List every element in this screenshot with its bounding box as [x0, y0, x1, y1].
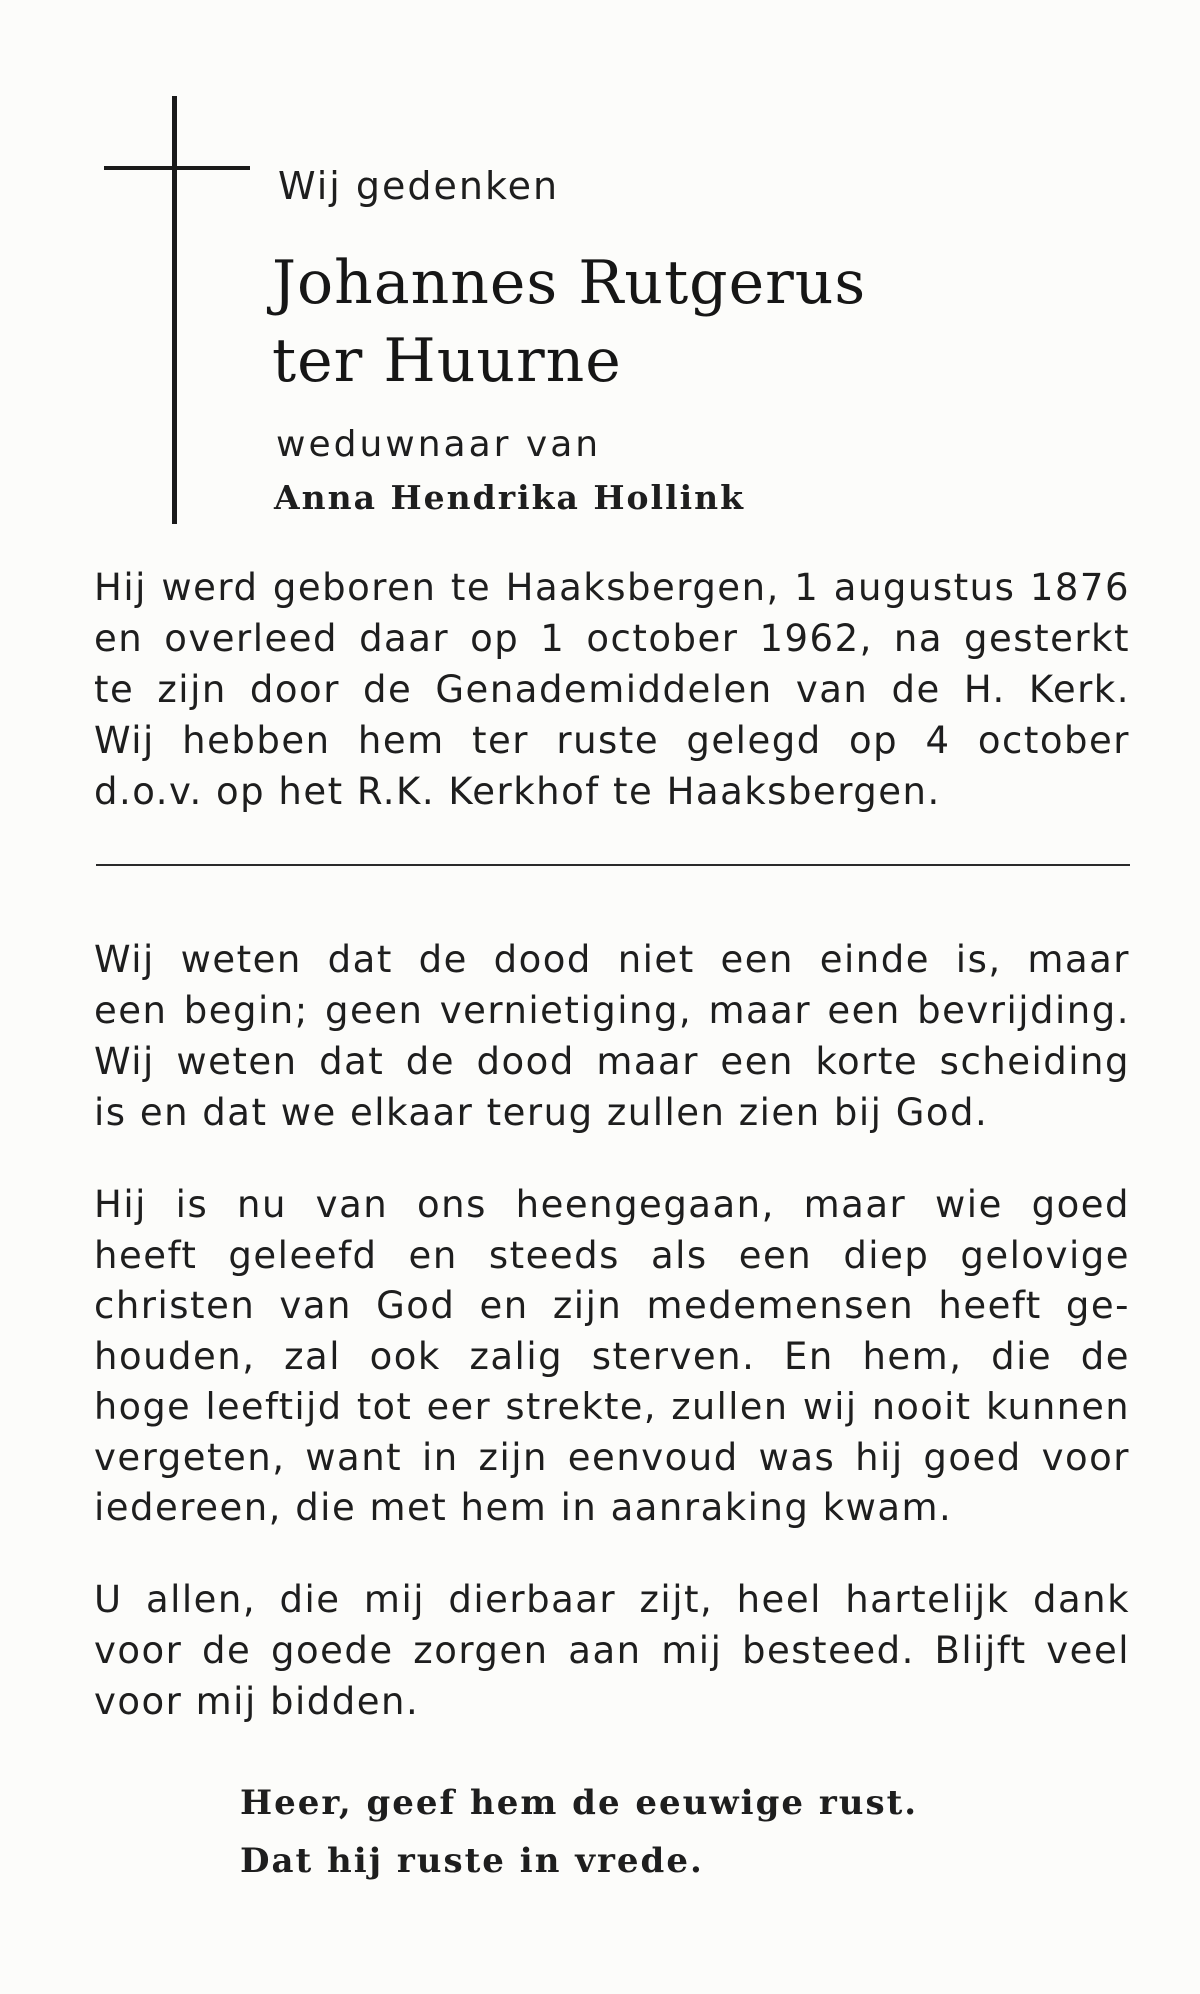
intro-text: Wij gedenken	[278, 164, 560, 208]
paragraph-line: Wij weten dat de dood maar een korte scheiding	[94, 1040, 1130, 1083]
biography-paragraph	[94, 562, 1130, 817]
prayer-line: Dat hij ruste in vrede.	[240, 1841, 704, 1881]
paragraph-line: hoge leeftijd tot eer strekte, zullen wij nooit kunnen	[94, 1385, 1130, 1428]
paragraph-line: U allen, die mij dierbaar zijt, heel hartelijk dank	[94, 1578, 1130, 1621]
paragraph-line: christen van God en zijn medemensen heeft ge-	[94, 1284, 1130, 1327]
widower-label: weduwnaar van	[276, 424, 602, 465]
deceased-name-line1: Johannes Rutgerus	[272, 248, 867, 318]
paragraph-line: vergeten, want in zijn eenvoud was hij goed voor	[94, 1435, 1130, 1479]
spouse-name: Anna Hendrika Hollink	[274, 478, 746, 517]
deceased-name-line2: ter Huurne	[272, 326, 622, 396]
cross-icon-bar	[104, 166, 250, 170]
deceased-name	[272, 244, 866, 400]
faith-paragraph	[94, 934, 1130, 1138]
paragraph-line: houden, zal ook zalig sterven. En hem, die de	[94, 1334, 1130, 1378]
paragraph-line: Hij is nu van ons heengegaan, maar wie goed	[94, 1183, 1130, 1226]
divider-rule	[96, 864, 1130, 866]
prayer-line: Heer, geef hem de eeuwige rust.	[240, 1783, 919, 1823]
paragraph-line: voor de goede zorgen aan mij besteed. Blijft veel	[94, 1629, 1130, 1672]
paragraph-line: iedereen, die met hem in aanraking kwam.	[94, 1486, 953, 1529]
paragraph-line: te zijn door de Genademiddelen van de H. Kerk.	[94, 668, 1130, 711]
paragraph-line: Wij weten dat de dood niet een einde is, maar	[94, 938, 1130, 981]
paragraph-line: is en dat we elkaar terug zullen zien bij God.	[94, 1091, 989, 1134]
paragraph-line: heeft geleefd en steeds als een diep gelovige	[94, 1233, 1130, 1277]
paragraph-line: d.o.v. op het R.K. Kerkhof te Haaksbergen.	[94, 770, 941, 813]
paragraph-line: een begin; geen vernietiging, maar een bevrijding.	[94, 989, 1130, 1032]
life-paragraph	[94, 1180, 1130, 1534]
thanks-paragraph	[94, 1574, 1130, 1727]
paragraph-line: Wij hebben hem ter ruste gelegd op 4 october	[94, 719, 1130, 762]
closing-prayer	[240, 1774, 918, 1890]
paragraph-line: voor mij bidden.	[94, 1680, 420, 1723]
cross-icon	[172, 96, 177, 524]
paragraph-line: Hij werd geboren te Haaksbergen, 1 augustus 1876	[94, 566, 1130, 609]
paragraph-line: en overleed daar op 1 october 1962, na gesterkt	[94, 617, 1130, 660]
